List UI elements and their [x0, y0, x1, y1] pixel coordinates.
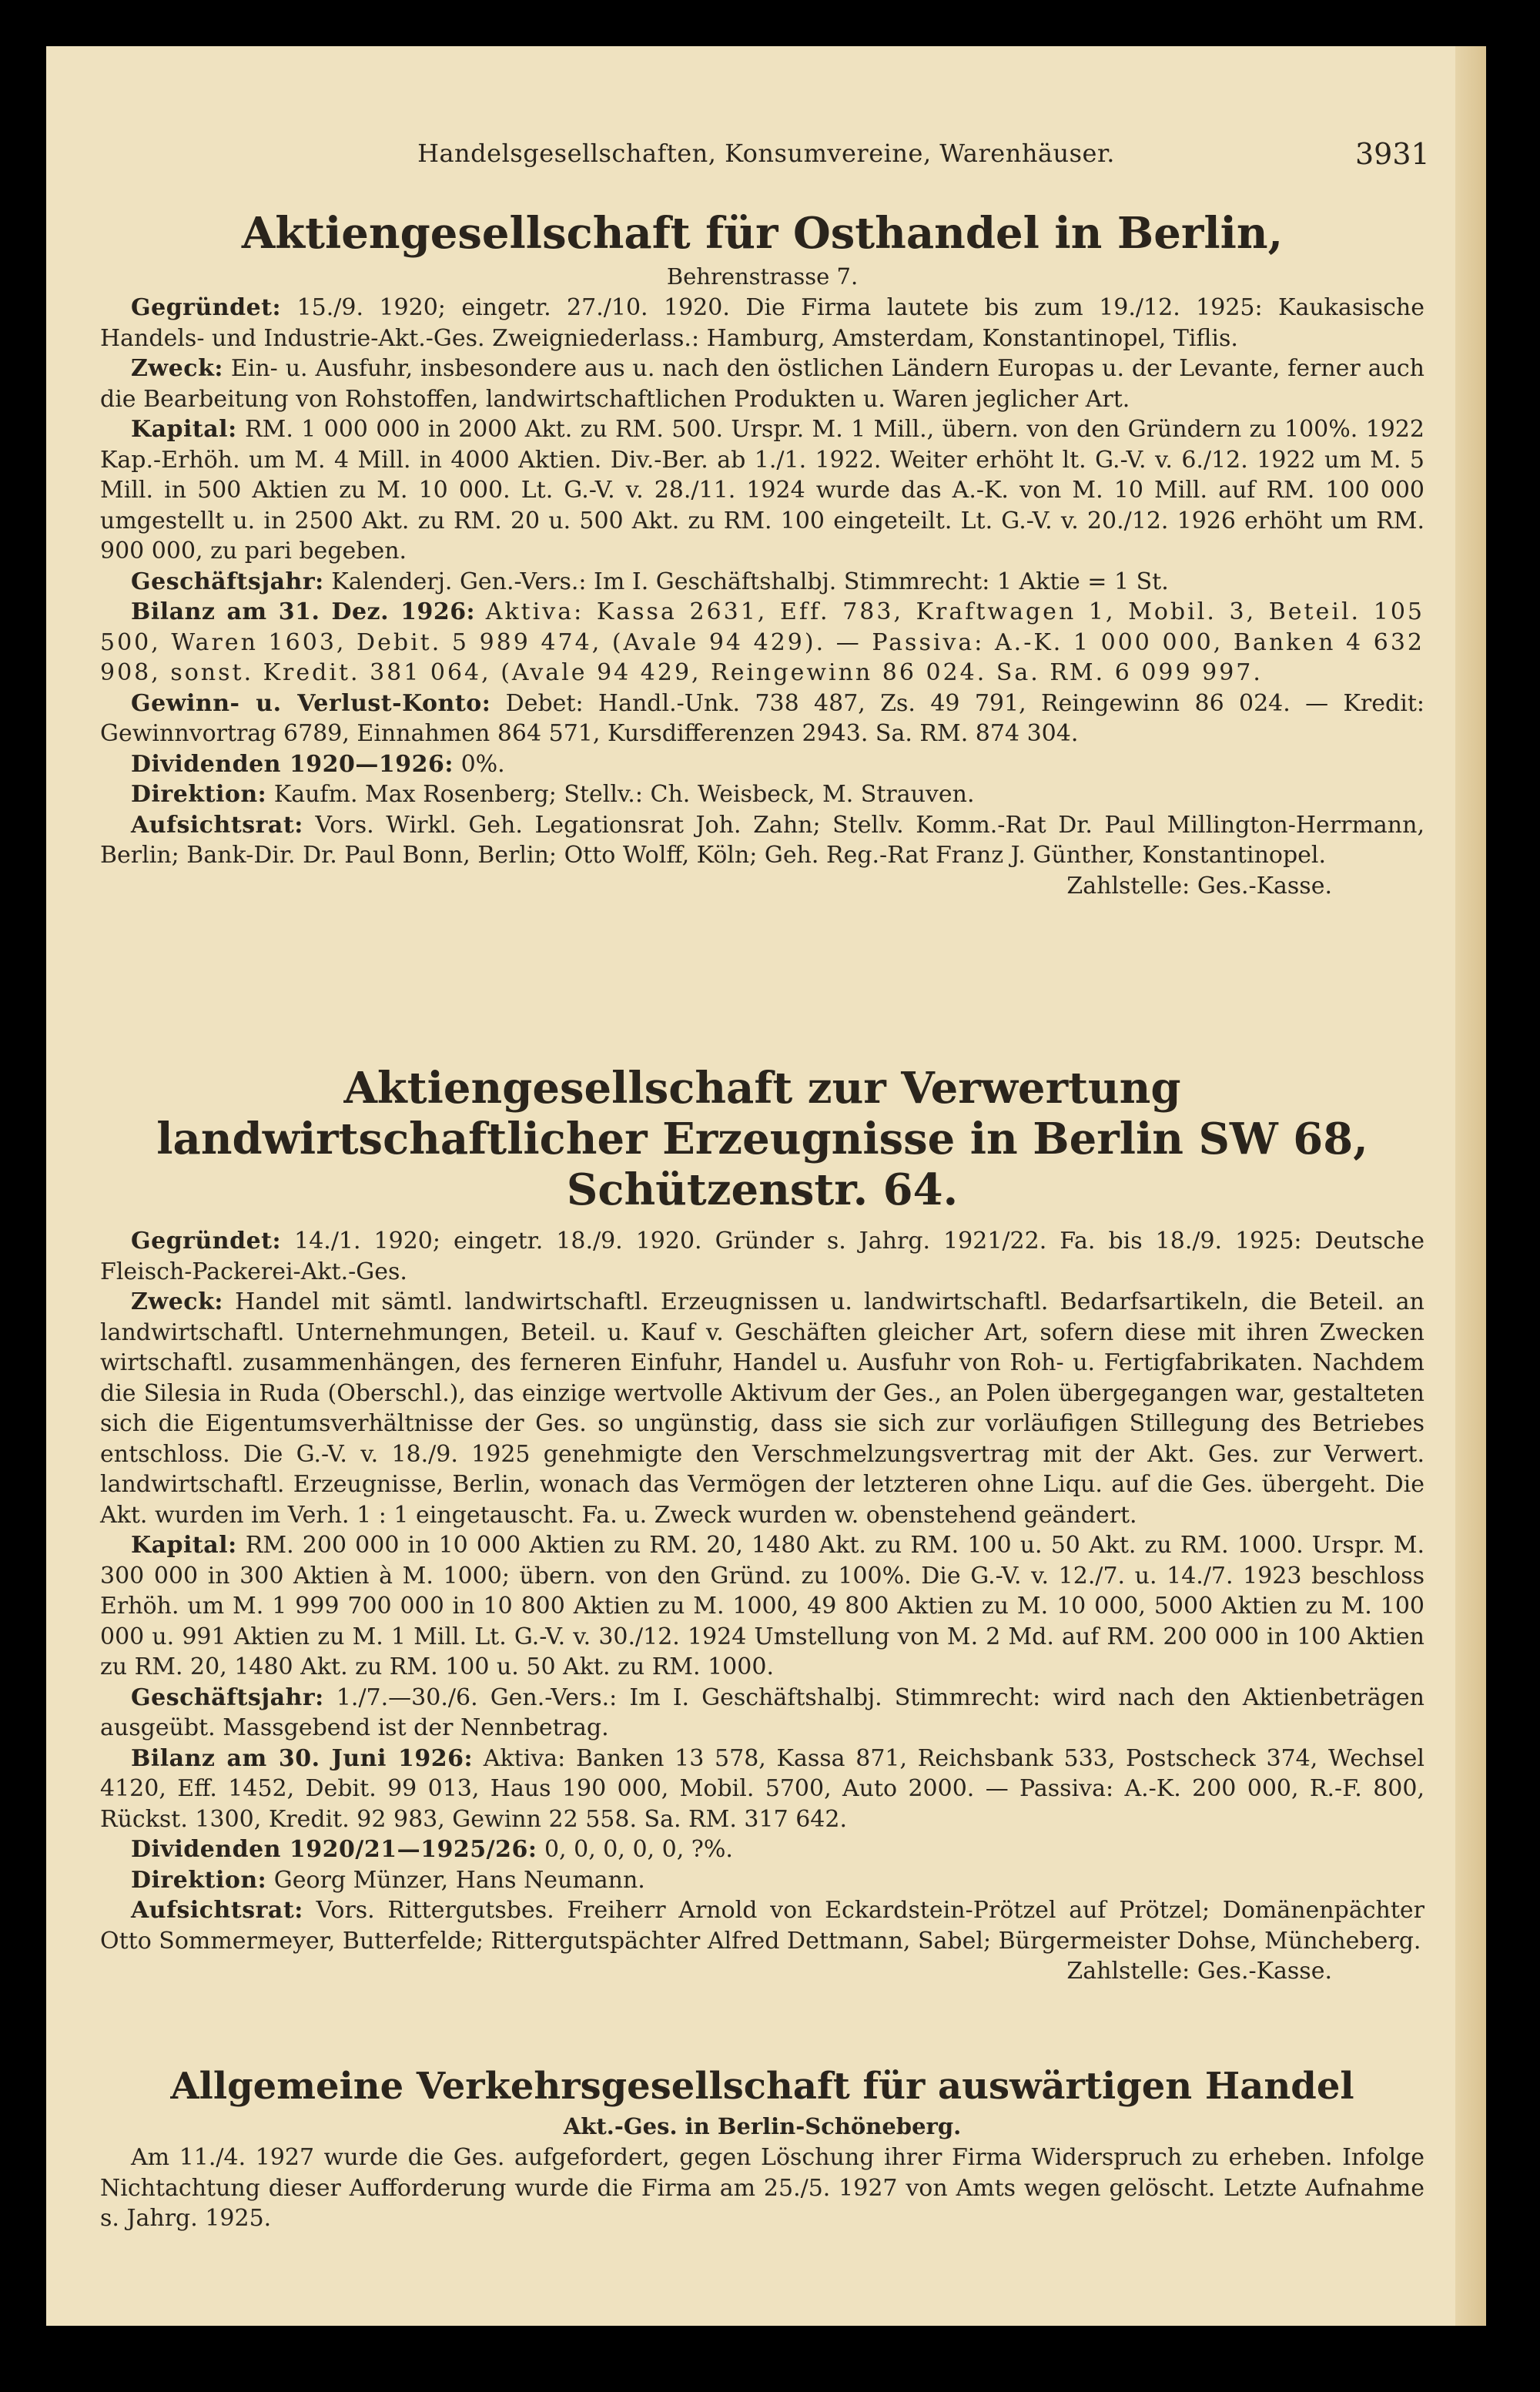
paying-agent: Zahlstelle: Ges.-Kasse. — [1066, 872, 1332, 900]
entry-verkehrsgesellschaft — [100, 2064, 1424, 2234]
text: Am 11./4. 1927 wurde die Ges. aufgefordert, gegen Löschung ihrer Firma Widerspruch zu erheben. Infolge Nichtachtung dieser Aufforderung wurde die Firma am 25./5. 1927 von Amts wegen gelöscht. Letzte Aufnahme s. Jahrg. 1925. — [100, 2144, 1424, 2232]
label: Kapital: — [131, 416, 237, 443]
entry-subtitle: Akt.-Ges. in Berlin-Schöneberg. — [563, 2113, 962, 2139]
management-paragraph — [100, 1865, 1424, 1896]
text: RM. 1 000 000 in 2000 Akt. zu RM. 500. Urspr. M. 1 Mill., übern. von den Gründern zu 100%. 1922 Kap.-Erhöh. um M. 4 Mill. in 4000 Aktien. Div.-Ber. ab 1./1. 1922. Weiter erhöht lt. G.-V. v. 6./12. 1922 um M. 5 Mill. in 500 Aktien zu M. 10 000. Lt. G.-V. v. 28./11. 1924 wurde das A.-K. von M. 10 Mill. auf RM. 100 000 umgestellt u. in 2500 Akt. zu RM. 20 u. 500 Akt. zu RM. 100 eingeteilt. Lt. G.-V. v. 20./12. 1926 erhöht um RM. 900 000, zu pari begeben. — [100, 416, 1424, 564]
entry-address: Behrenstrasse 7. — [666, 263, 859, 290]
entry-osthandel — [100, 208, 1424, 901]
profit-loss-paragraph — [100, 688, 1424, 749]
label: Geschäftsjahr: — [131, 568, 324, 595]
board-paragraph — [100, 810, 1424, 871]
text: RM. 200 000 in 10 000 Aktien zu RM. 20, 1480 Akt. zu RM. 100 u. 50 Akt. zu RM. 1000. Urspr. M. 300 000 in 300 Aktien à M. 1000; übern. von den Gründ. zu 100%. Die G.-V. v. 12./7. u. 14./7. 1923 beschloss Erhöh. um M. 1 999 700 000 in 10 800 Aktien zu M. 1000, 49 800 Aktien zu M. 10 000, 5000 Aktien zu M. 100 000 u. 991 Aktien zu M. 1 Mill. Lt. G.-V. v. 30./12. 1924 Umstellung von M. 2 Md. auf RM. 200 000 in 100 Aktien zu RM. 20, 1480 Akt. zu RM. 100 u. 50 Akt. zu RM. 1000. — [100, 1532, 1424, 1680]
label: Kapital: — [131, 1532, 237, 1559]
text: Georg Münzer, Hans Neumann. — [273, 1866, 645, 1894]
balance-paragraph — [100, 597, 1424, 688]
label: Aufsichtsrat: — [131, 811, 303, 839]
text: Vors. Rittergutsbes. Freiherr Arnold von Eckardstein-Prötzel auf Prötzel; Domänenpächter Otto Sommermeyer, Butterfelde; Rittergutspächter Alfred Dettmann, Sabel; Bürgermeister Dohse, Müncheberg. — [100, 1897, 1424, 1955]
label: Bilanz am 30. Juni 1926: — [131, 1744, 474, 1772]
page-edge — [1455, 46, 1486, 2326]
purpose-paragraph — [100, 1287, 1424, 1530]
text: 14./1. 1920; eingetr. 18./9. 1920. Gründer s. Jahrg. 1921/22. Fa. bis 18./9. 1925: Deutsche Fleisch-Packerei-Akt.-Ges. — [100, 1228, 1424, 1285]
dividends-paragraph — [100, 749, 1424, 780]
label: Gegründet: — [131, 1228, 282, 1255]
text: Aktiva: Kassa 2631, Eff. 783, Kraftwagen 1, Mobil. 3, Beteil. 105 500, Waren 1603, Debit. 5 989 474, (Avale 94 429). — Passiva: A.-K. 1 000 000, Banken 4 632 908, sonst. Kredit. 381 064, (Avale 94 429, Reingewinn 86 024. Sa. RM. 6 099 997. — [100, 598, 1424, 686]
document-page — [46, 46, 1486, 2326]
text: 15./9. 1920; eingetr. 27./10. 1920. Die Firma lautete bis zum 19./12. 1925: Kaukasische Handels- und Industrie-Akt.-Ges. Zweigniederlass.: Hamburg, Amsterdam, Konstantinopel, Tiflis. — [100, 294, 1425, 352]
label: Aufsichtsrat: — [131, 1897, 303, 1924]
deletion-paragraph — [100, 2142, 1424, 2234]
entry-verwertung — [100, 1063, 1424, 1987]
entry-title: Aktiengesellschaft zur Verwertung landwirtschaftlicher Erzeugnisse in Berlin SW 68, Schützenstr. 64. — [156, 1063, 1368, 1215]
text: Aktiva: Banken 13 578, Kassa 871, Reichsbank 533, Postscheck 374, Wechsel 4120, Eff. 1452, Debit. 99 013, Haus 190 000, Mobil. 5700, Auto 2000. — Passiva: A.-K. 200 000, R.-F. 800, Rückst. 1300, Kredit. 92 983, Gewinn 22 558. Sa. RM. 317 642. — [100, 1744, 1424, 1833]
text: 0%. — [460, 750, 505, 778]
management-paragraph — [100, 779, 1424, 810]
label: Direktion: — [131, 1866, 267, 1894]
label: Dividenden 1920/21—1925/26: — [131, 1836, 537, 1863]
label: Bilanz am 31. Dez. 1926: — [131, 598, 476, 625]
text: 0, 0, 0, 0, 0, ?%. — [544, 1836, 733, 1863]
running-head: Handelsgesellschaften, Konsumvereine, Warenhäuser. — [417, 139, 1115, 168]
text: Ein- u. Ausfuhr, insbesondere aus u. nach den östlichen Ländern Europas u. der Levante, ferner auch die Bearbeitung von Rohstoffen, landwirtschaftlichen Produkten u. Waren jeglicher Art. — [100, 355, 1425, 413]
board-paragraph — [100, 1895, 1424, 1956]
label: Zweck: — [131, 355, 223, 382]
founded-paragraph — [100, 1226, 1424, 1287]
label: Geschäftsjahr: — [131, 1683, 324, 1711]
label: Gegründet: — [131, 294, 282, 321]
fiscal-year-paragraph — [100, 1683, 1424, 1744]
balance-paragraph — [100, 1744, 1424, 1835]
text: 1./7.—30./6. Gen.-Vers.: Im I. Geschäftshalbj. Stimmrecht: wird nach den Aktienbeträgen ausgeübt. Massgebend ist der Nennbetrag. — [100, 1683, 1424, 1741]
entry-title: Allgemeine Verkehrsgesellschaft für auswärtigen Handel — [170, 2065, 1354, 2108]
label: Dividenden 1920—1926: — [131, 750, 454, 778]
label: Gewinn- u. Verlust-Konto: — [131, 689, 491, 717]
text: Kaufm. Max Rosenberg; Stellv.: Ch. Weisbeck, M. Strauven. — [273, 781, 975, 808]
entry-title: Aktiengesellschaft für Osthandel in Berlin, — [241, 208, 1284, 259]
label: Direktion: — [131, 781, 267, 808]
text: Debet: Handl.-Unk. 738 487, Zs. 49 791, Reingewinn 86 024. — Kredit: Gewinnvortrag 6789, Einnahmen 864 571, Kursdifferenzen 2943. Sa. RM. 874 304. — [100, 689, 1424, 747]
dividends-paragraph — [100, 1834, 1424, 1865]
text: Kalenderj. Gen.-Vers.: Im I. Geschäftshalbj. Stimmrecht: 1 Aktie = 1 St. — [331, 568, 1169, 595]
label: Zweck: — [131, 1288, 223, 1315]
fiscal-year-paragraph — [100, 567, 1424, 598]
capital-paragraph — [100, 1530, 1424, 1683]
paying-agent: Zahlstelle: Ges.-Kasse. — [1066, 1958, 1332, 1985]
text: Handel mit sämtl. landwirtschaftl. Erzeugnissen u. landwirtschaftl. Bedarfsartikeln, die Beteil. an landwirtschaftl. Unternehmungen, Beteil. u. Kauf v. Geschäften gleicher Art, sofern diese mit ihren Zwecken wirtschaftl. zusammenhängen, des ferneren Einfuhr, Handel u. Ausfuhr von Roh- u. Fertigfabrikaten. Nachdem die Silesia in Ruda (Oberschl.), das einzige wertvolle Aktivum der Ges., an Polen übergegangen war, gestalteten sich die Eigentumsverhältnisse der Ges. so ungünstig, dass sie sich zur vorläufigen Stillegung des Betriebes entschloss. Die G.-V. v. 18./9. 1925 genehmigte den Verschmelzungsvertrag mit der Akt. Ges. zur Verwert. landwirtschaftl. Erzeugnisse, Berlin, wonach das Vermögen der letzteren ohne Liqu. auf die Ges. übergeht. Die Akt. wurden im Verh. 1 : 1 eingetauscht. Fa. u. Zweck wurden w. obenstehend geändert. — [100, 1288, 1424, 1529]
page-number: 3931 — [1355, 137, 1430, 171]
purpose-paragraph — [100, 353, 1424, 414]
text: Vors. Wirkl. Geh. Legationsrat Joh. Zahn; Stellv. Komm.-Rat Dr. Paul Millington-Herrmann, Berlin; Bank-Dir. Dr. Paul Bonn, Berlin; Otto Wolff, Köln; Geh. Reg.-Rat Franz J. Günther, Konstantinopel. — [100, 811, 1424, 869]
capital-paragraph — [100, 414, 1424, 567]
founded-paragraph — [100, 293, 1424, 353]
